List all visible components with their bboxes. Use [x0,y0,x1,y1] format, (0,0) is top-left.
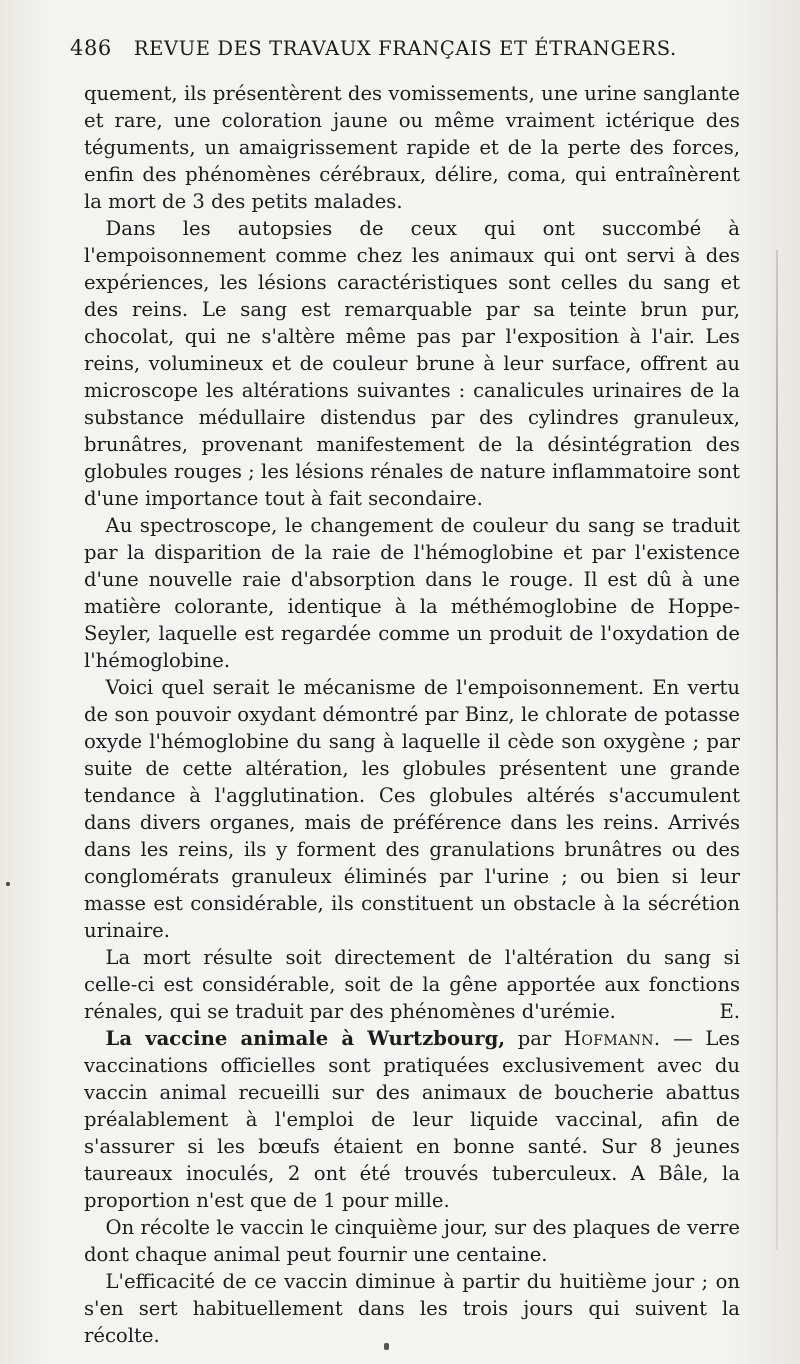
page-header [70,36,730,60]
paragraph: On récolte le vaccin le cinquième jour, sur des plaques de verre dont chaque animal peut fournir une centaine. [84,1216,740,1266]
paragraph-text: — Les vaccinations officielles sont pratiquées exclusivement avec du vaccin animal recueilli sur des animaux de boucherie abattus préalablement à l'emploi de leur liquide vaccinal, afin de s'assurer si les bœufs étaient en bonne santé. Sur 8 jeunes taureaux inoculés, 2 ont été trouvés tuberculeux. A Bâle, la proportion n'est que de 1 pour mille. [84,1027,740,1212]
margin-mark [6,882,10,886]
bottom-mark [384,1343,389,1350]
paragraph: quement, ils présentèrent des vomissements, une urine sanglante et rare, une coloration jaune ou même vraiment ictérique des téguments, un amaigrissement rapide et de la perte des forces, enfin des phénomènes cérébraux, délire, coma, qui entraînèrent la mort de 3 des petits malades. [84,82,740,213]
paragraph-with-signature [84,944,740,1025]
page-number: 486 [70,36,112,60]
paragraph: L'efficacité de ce vaccin diminue à partir du huitième jour ; on s'en sert habituellement dans les trois jours qui suivent la récolte. [84,1270,740,1347]
paragraph: Dans les autopsies de ceux qui ont succombé à l'empoisonnement comme chez les animaux qui ont servi à des expériences, les lésions caractéristiques sont celles du sang et des reins. Le sang est remarquable par sa teinte brun pur, chocolat, qui ne s'altère même pas par l'exposition à l'air. Les reins, volumineux et de couleur brune à leur surface, offrent au microscope les altérations suivantes : canalicules urinaires de la substance médullaire distendus par des cylindres granuleux, brunâtres, provenant manifestement de la désintégration des globules rouges ; les lésions rénales de nature inflammatoire sont d'une importance tout à fait secondaire. [84,217,740,510]
body-text [84,80,740,1349]
author-initial: E. [719,1000,740,1023]
article-heading: La vaccine animale à Wurtzbourg, [105,1027,506,1050]
article-author: Hofmann. [563,1027,661,1050]
paragraph: Voici quel serait le mécanisme de l'empoisonnement. En vertu de son pouvoir oxydant démontré par Binz, le chlorate de potasse oxyde l'hémoglobine du sang à laquelle il cède son oxygène ; par suite de cette altération, les globules présentent une grande tendance à l'agglutination. Ces globules altérés s'accumulent dans divers organes, mais de préférence dans les reins. Arrivés dans les reins, ils y forment des granulations brunâtres ou des conglomérats granuleux éliminés par l'urine ; ou bien si leur masse est considérable, ils constituent un obstacle à la sécrétion urinaire. [84,676,740,942]
byline-connector: par [505,1027,564,1050]
page-edge-shadow [776,250,778,1250]
article-paragraph [84,1025,740,1214]
running-title: REVUE DES TRAVAUX FRANÇAIS ET ÉTRANGERS. [133,37,677,60]
paragraph: Au spectroscope, le changement de couleur du sang se traduit par la disparition de la raie de l'hémoglobine et par l'existence d'une nouvelle raie d'absorption dans le rouge. Il est dû à une matière colorante, identique à la méthémoglobine de Hoppe-Seyler, laquelle est regardée comme un produit de l'oxydation de l'hémoglobine. [84,514,740,672]
paragraph-text: La mort résulte soit directement de l'altération du sang si celle-ci est considérable, soit de la gêne apportée aux fonctions rénales, qui se traduit par des phénomènes d'urémie. [84,946,740,1023]
